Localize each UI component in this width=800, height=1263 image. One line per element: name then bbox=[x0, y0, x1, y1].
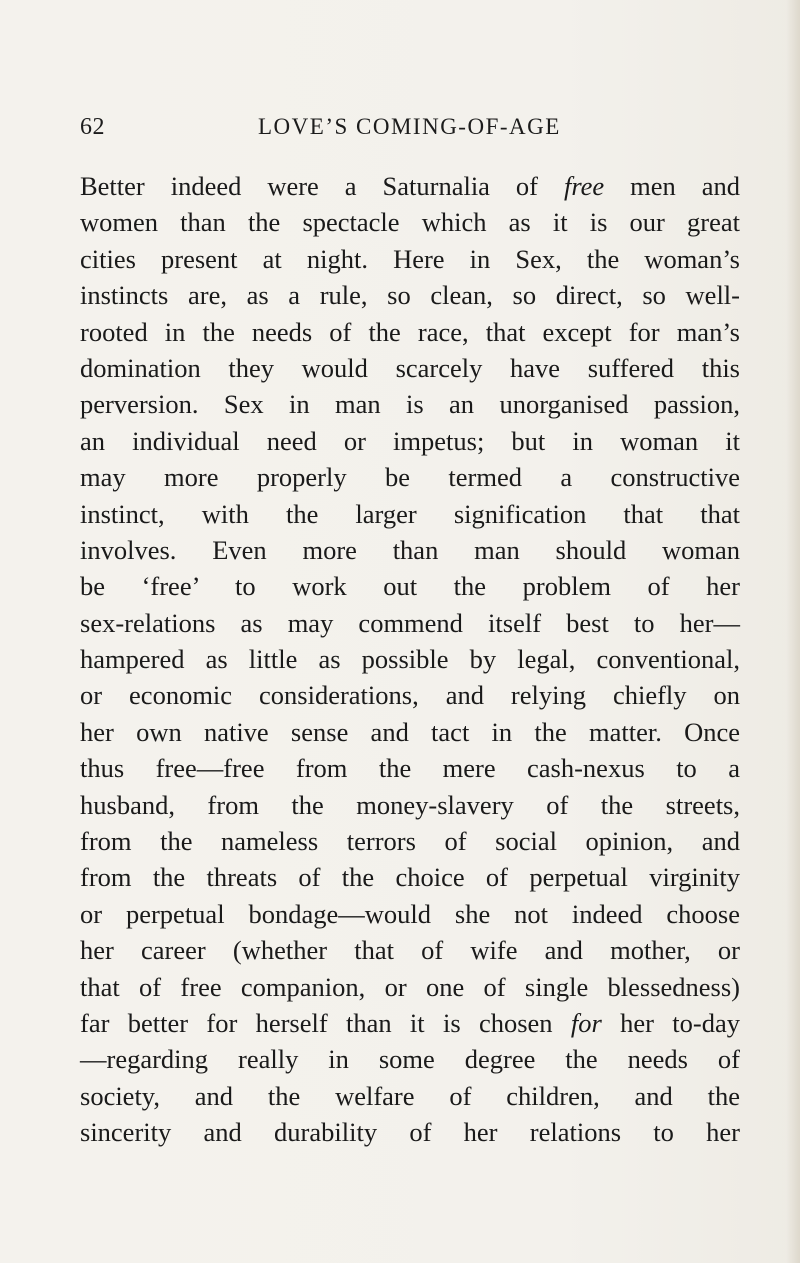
page-edge-shadow bbox=[786, 0, 800, 1263]
text-segment: women than the spectacle which as it is our great bbox=[80, 207, 740, 238]
text-line bbox=[80, 932, 740, 968]
text-line bbox=[80, 1078, 740, 1114]
text-segment: far better for herself than it is chosen bbox=[80, 1007, 571, 1038]
text-segment: be ‘free’ to work out the problem of her bbox=[80, 571, 740, 602]
text-line bbox=[80, 568, 740, 604]
text-segment: society, and the welfare of children, and the bbox=[80, 1080, 740, 1111]
text-line bbox=[80, 1005, 740, 1041]
text-line bbox=[80, 1114, 740, 1150]
text-segment: sex-relations as may commend itself best to her— bbox=[80, 607, 740, 638]
italic-text: free bbox=[563, 171, 605, 201]
text-line bbox=[80, 204, 740, 240]
page-number: 62 bbox=[80, 114, 105, 140]
page-header bbox=[0, 112, 800, 152]
text-line bbox=[80, 750, 740, 786]
text-line bbox=[80, 823, 740, 859]
text-segment: that of free companion, or one of single blessedness) bbox=[80, 971, 740, 1002]
text-segment: cities present at night. Here in Sex, the woman’s bbox=[80, 243, 740, 274]
text-line bbox=[80, 532, 740, 568]
text-line bbox=[80, 350, 740, 386]
text-line bbox=[80, 641, 740, 677]
text-line bbox=[80, 386, 740, 422]
text-segment: Better indeed were a Saturnalia of bbox=[80, 171, 564, 201]
text-segment: rooted in the needs of the race, that except for man’s bbox=[80, 316, 740, 347]
text-line bbox=[80, 859, 740, 895]
text-segment: or perpetual bondage—would she not indeed choose bbox=[80, 898, 740, 929]
text-segment: from the threats of the choice of perpetual virginity bbox=[80, 862, 740, 893]
text-segment: —regarding really in some degree the needs of bbox=[80, 1044, 740, 1075]
text-line bbox=[80, 969, 740, 1005]
text-segment: her own native sense and tact in the matter. Once bbox=[80, 716, 740, 747]
text-segment: or economic considerations, and relying chiefly on bbox=[80, 680, 740, 711]
text-segment: sincerity and durability of her relations to her bbox=[80, 1117, 740, 1148]
text-segment: her career (whether that of wife and mother, or bbox=[80, 935, 740, 966]
italic-text: for bbox=[570, 1007, 602, 1038]
text-segment: instincts are, as a rule, so clean, so direct, so well- bbox=[80, 280, 740, 311]
text-segment: from the nameless terrors of social opinion, and bbox=[80, 826, 740, 857]
text-line bbox=[80, 496, 740, 532]
text-segment: hampered as little as possible by legal, conventional, bbox=[80, 644, 740, 675]
text-segment: may more properly be termed a constructive bbox=[80, 462, 740, 493]
text-line bbox=[80, 787, 740, 823]
text-line bbox=[80, 714, 740, 750]
text-line bbox=[80, 314, 740, 350]
text-segment: instinct, with the larger signification that that bbox=[80, 498, 740, 529]
text-line bbox=[80, 459, 740, 495]
body-text bbox=[80, 168, 740, 1151]
text-line bbox=[80, 277, 740, 313]
text-segment: domination they would scarcely have suffered this bbox=[80, 352, 740, 383]
text-line bbox=[80, 423, 740, 459]
text-line bbox=[80, 896, 740, 932]
text-segment: husband, from the money-slavery of the streets, bbox=[80, 789, 740, 820]
text-line bbox=[80, 168, 740, 204]
running-head: LOVE’S COMING-OF-AGE bbox=[258, 114, 561, 139]
text-segment: perversion. Sex in man is an unorganised passion, bbox=[80, 389, 740, 420]
text-segment: men and bbox=[604, 171, 740, 201]
text-segment: thus free—free from the mere cash-nexus to a bbox=[80, 753, 740, 784]
text-line bbox=[80, 241, 740, 277]
text-segment: her to-day bbox=[601, 1007, 740, 1038]
text-segment: involves. Even more than man should woman bbox=[80, 534, 740, 565]
text-segment: an individual need or impetus; but in woman it bbox=[80, 425, 740, 456]
text-line bbox=[80, 677, 740, 713]
text-line bbox=[80, 1041, 740, 1077]
text-line bbox=[80, 605, 740, 641]
